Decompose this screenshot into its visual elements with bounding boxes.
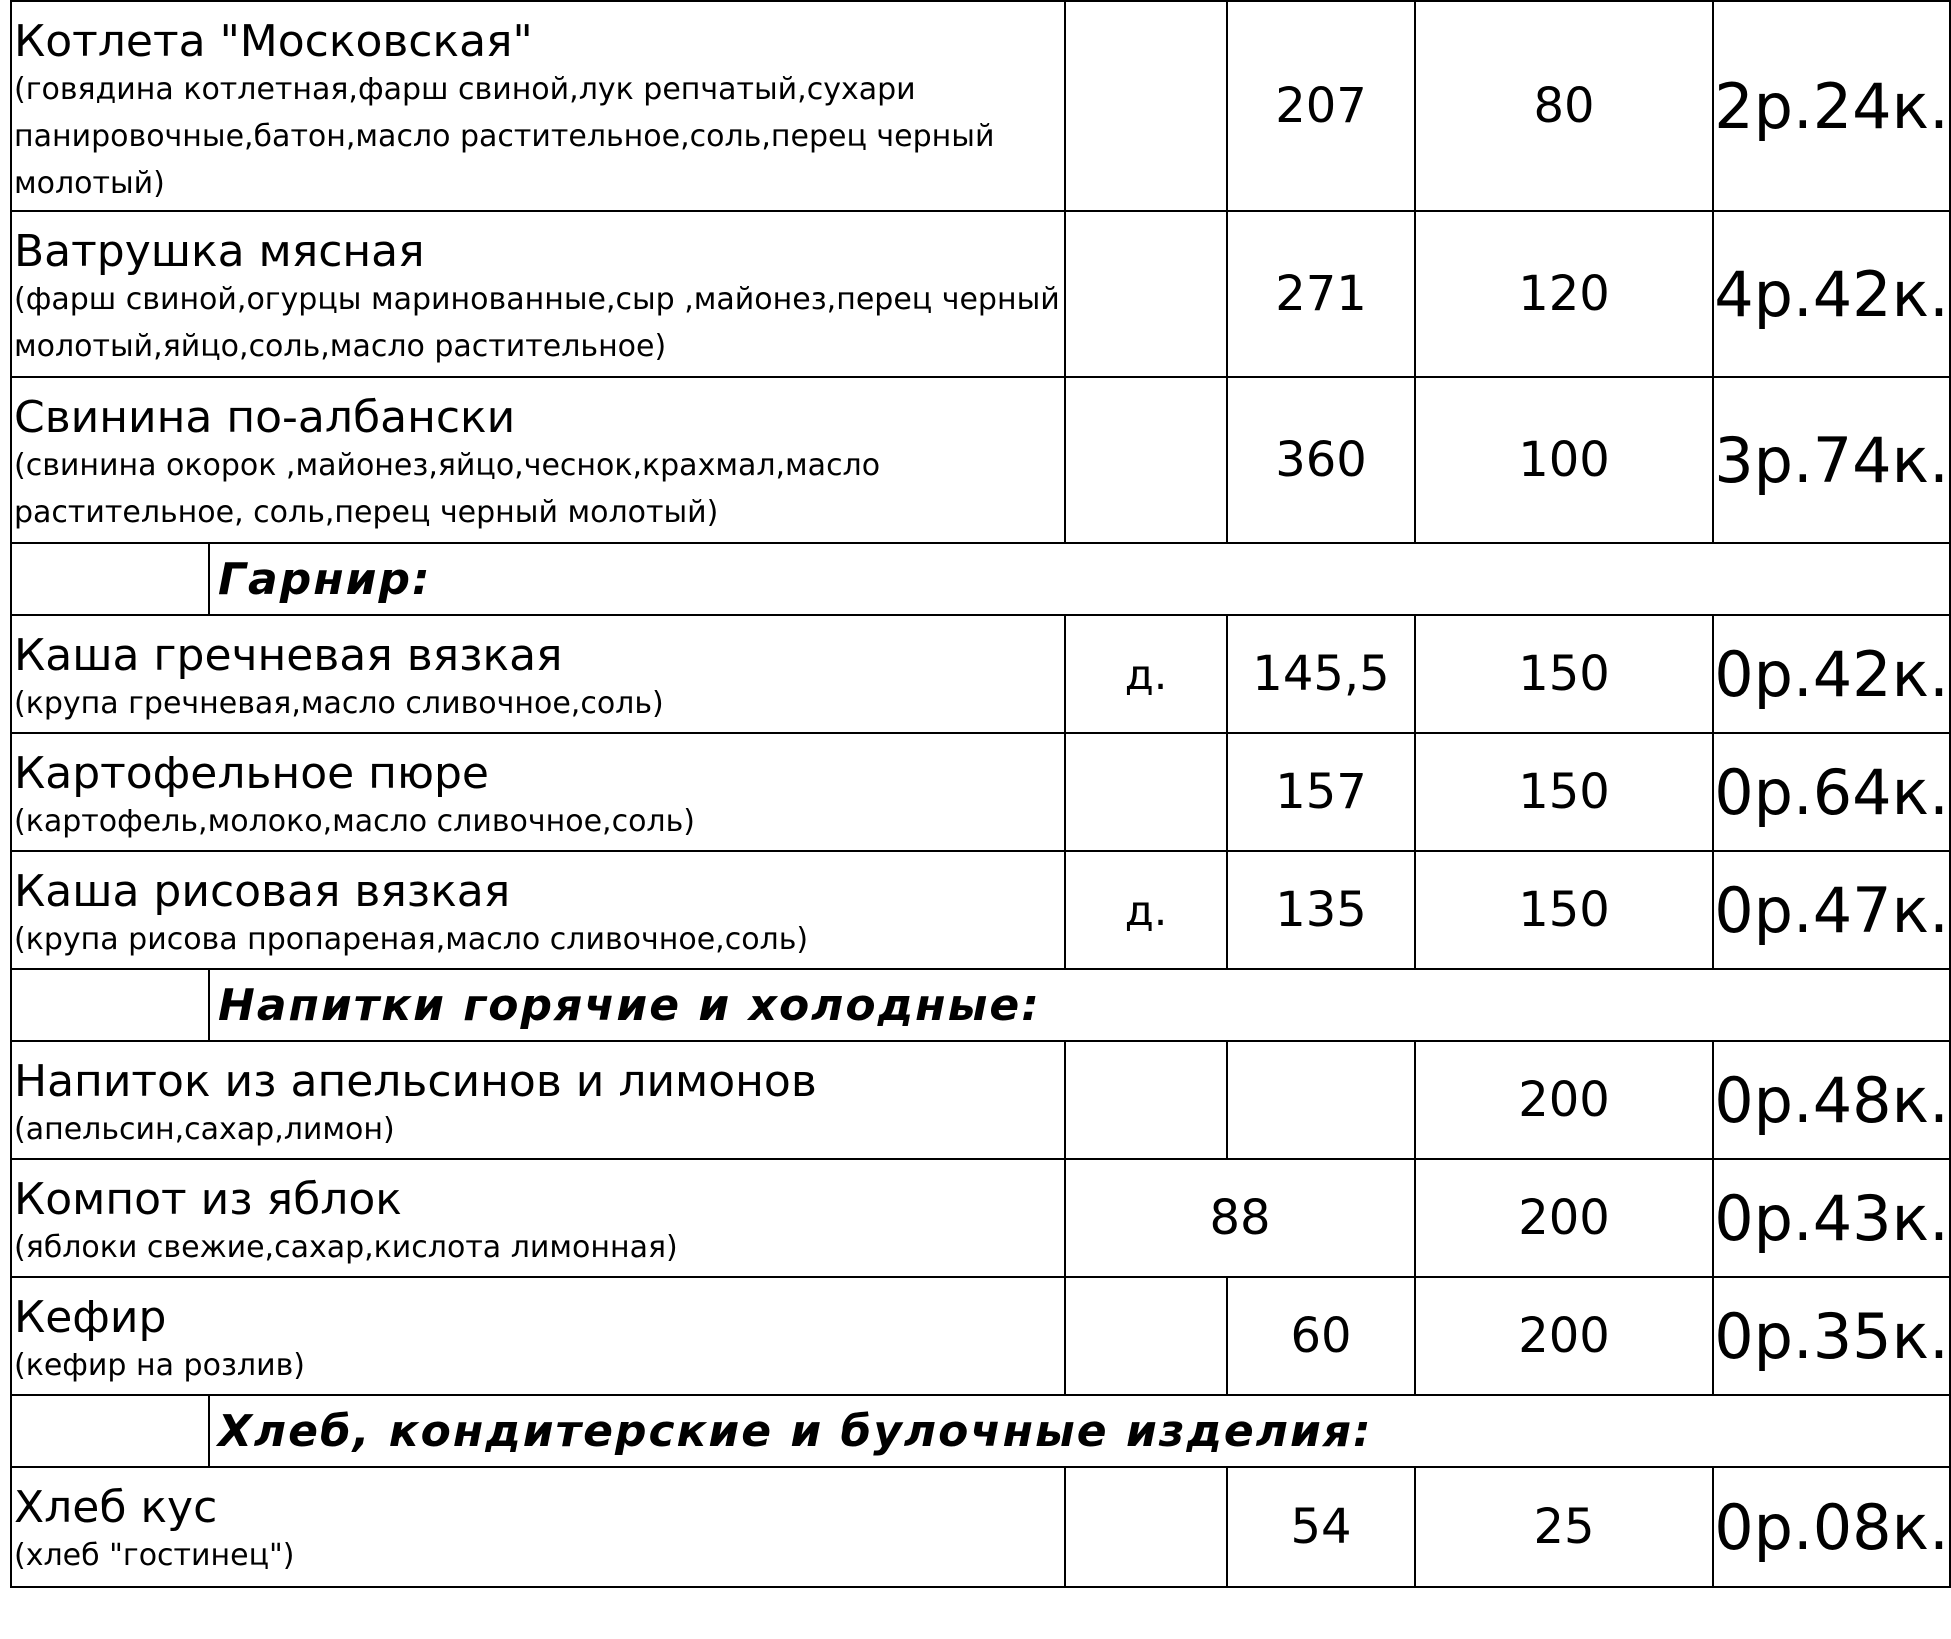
section-spacer [12,544,210,614]
dish-cell [12,212,1066,376]
price-cell: 0р.35к. [1714,1299,1949,1373]
dish-ingredients: (крупа рисова пропареная,масло сливочное,соль) [14,922,809,957]
dish-cell [12,1468,1066,1586]
dish-ingredients: (хлеб "гостинец") [14,1538,295,1573]
dish-cell [12,1160,1066,1276]
menu-row [10,852,1951,970]
price-cell: 2р.24к. [1714,69,1949,143]
dish-ingredients: (кефир на розлив) [14,1348,305,1383]
weight-cell: 150 [1416,734,1714,850]
dish-title: Ватрушка мясная [14,226,425,277]
weight-cell: 80 [1416,2,1714,210]
section-header [10,970,1951,1042]
note-cell [1066,1042,1228,1158]
menu-row [10,1042,1951,1160]
price-cell: 3р.74к. [1714,423,1949,497]
note-cell [1066,378,1228,542]
note-cell: д. [1066,852,1228,968]
menu-row [10,1278,1951,1396]
dish-title: Кефир [14,1292,167,1343]
section-spacer [12,970,210,1040]
menu-table [10,0,1951,1588]
weight-cell: 120 [1416,212,1714,376]
dish-ingredients: (яблоки свежие,сахар,кислота лимонная) [14,1230,678,1265]
menu-row [10,734,1951,852]
energy-cell: 54 [1228,1468,1416,1586]
energy-cell: 157 [1228,734,1416,850]
weight-cell: 200 [1416,1160,1714,1276]
dish-cell [12,852,1066,968]
weight-cell: 200 [1416,1042,1714,1158]
dish-cell [12,378,1066,542]
energy-cell: 271 [1228,212,1416,376]
energy-cell: 88 [1066,1160,1416,1276]
section-header [10,544,1951,616]
section-title: Напитки горячие и холодные: [218,979,1041,1031]
energy-cell: 145,5 [1228,616,1416,732]
price-cell: 0р.08к. [1714,1490,1949,1564]
dish-cell [12,2,1066,210]
dish-title: Свинина по-албански [14,392,516,443]
price-cell: 0р.42к. [1714,637,1949,711]
menu-row [10,1468,1951,1588]
price-cell: 0р.48к. [1714,1063,1949,1137]
menu-row [10,212,1951,378]
dish-cell [12,1042,1066,1158]
dish-cell [12,1278,1066,1394]
weight-cell: 200 [1416,1278,1714,1394]
dish-cell [12,734,1066,850]
dish-title: Компот из яблок [14,1174,402,1225]
energy-cell: 60 [1228,1278,1416,1394]
dish-ingredients: (крупа гречневая,масло сливочное,соль) [14,686,664,721]
note-cell [1066,1468,1228,1586]
note-cell: д. [1066,616,1228,732]
price-cell: 4р.42к. [1714,257,1949,331]
note-cell [1066,2,1228,210]
menu-row [10,378,1951,544]
note-cell [1066,734,1228,850]
energy-cell: 135 [1228,852,1416,968]
price-cell: 0р.43к. [1714,1181,1949,1255]
energy-cell [1228,1042,1416,1158]
note-cell [1066,1278,1228,1394]
weight-cell: 150 [1416,616,1714,732]
menu-row [10,616,1951,734]
weight-cell: 150 [1416,852,1714,968]
dish-title: Каша гречневая вязкая [14,630,563,681]
dish-ingredients: (говядина котлетная,фарш свиной,лук репчатый,сухари панировочные,батон,масло растительное,соль,перец черный молотый) [14,72,995,201]
weight-cell: 25 [1416,1468,1714,1586]
dish-ingredients: (апельсин,сахар,лимон) [14,1112,395,1147]
dish-ingredients: (картофель,молоко,масло сливочное,соль) [14,804,695,839]
weight-cell: 100 [1416,378,1714,542]
energy-cell: 207 [1228,2,1416,210]
price-cell: 0р.64к. [1714,755,1949,829]
dish-title: Котлета "Московская" [14,16,533,67]
menu-row [10,0,1951,212]
dish-cell [12,616,1066,732]
dish-title: Картофельное пюре [14,748,489,799]
dish-title: Хлеб кус [14,1482,218,1533]
note-cell [1066,212,1228,376]
section-header [10,1396,1951,1468]
section-spacer [12,1396,210,1466]
section-title: Хлеб, кондитерские и булочные изделия: [218,1405,1373,1457]
dish-title: Напиток из апельсинов и лимонов [14,1056,817,1107]
energy-cell: 360 [1228,378,1416,542]
dish-ingredients: (свинина окорок ,майонез,яйцо,чеснок,крахмал,масло растительное, соль,перец черный молотый) [14,448,881,530]
menu-row [10,1160,1951,1278]
section-title: Гарнир: [218,553,432,605]
price-cell: 0р.47к. [1714,873,1949,947]
dish-title: Каша рисовая вязкая [14,866,511,917]
dish-ingredients: (фарш свиной,огурцы маринованные,сыр ,майонез,перец черный молотый,яйцо,соль,масло растительное) [14,282,1060,364]
